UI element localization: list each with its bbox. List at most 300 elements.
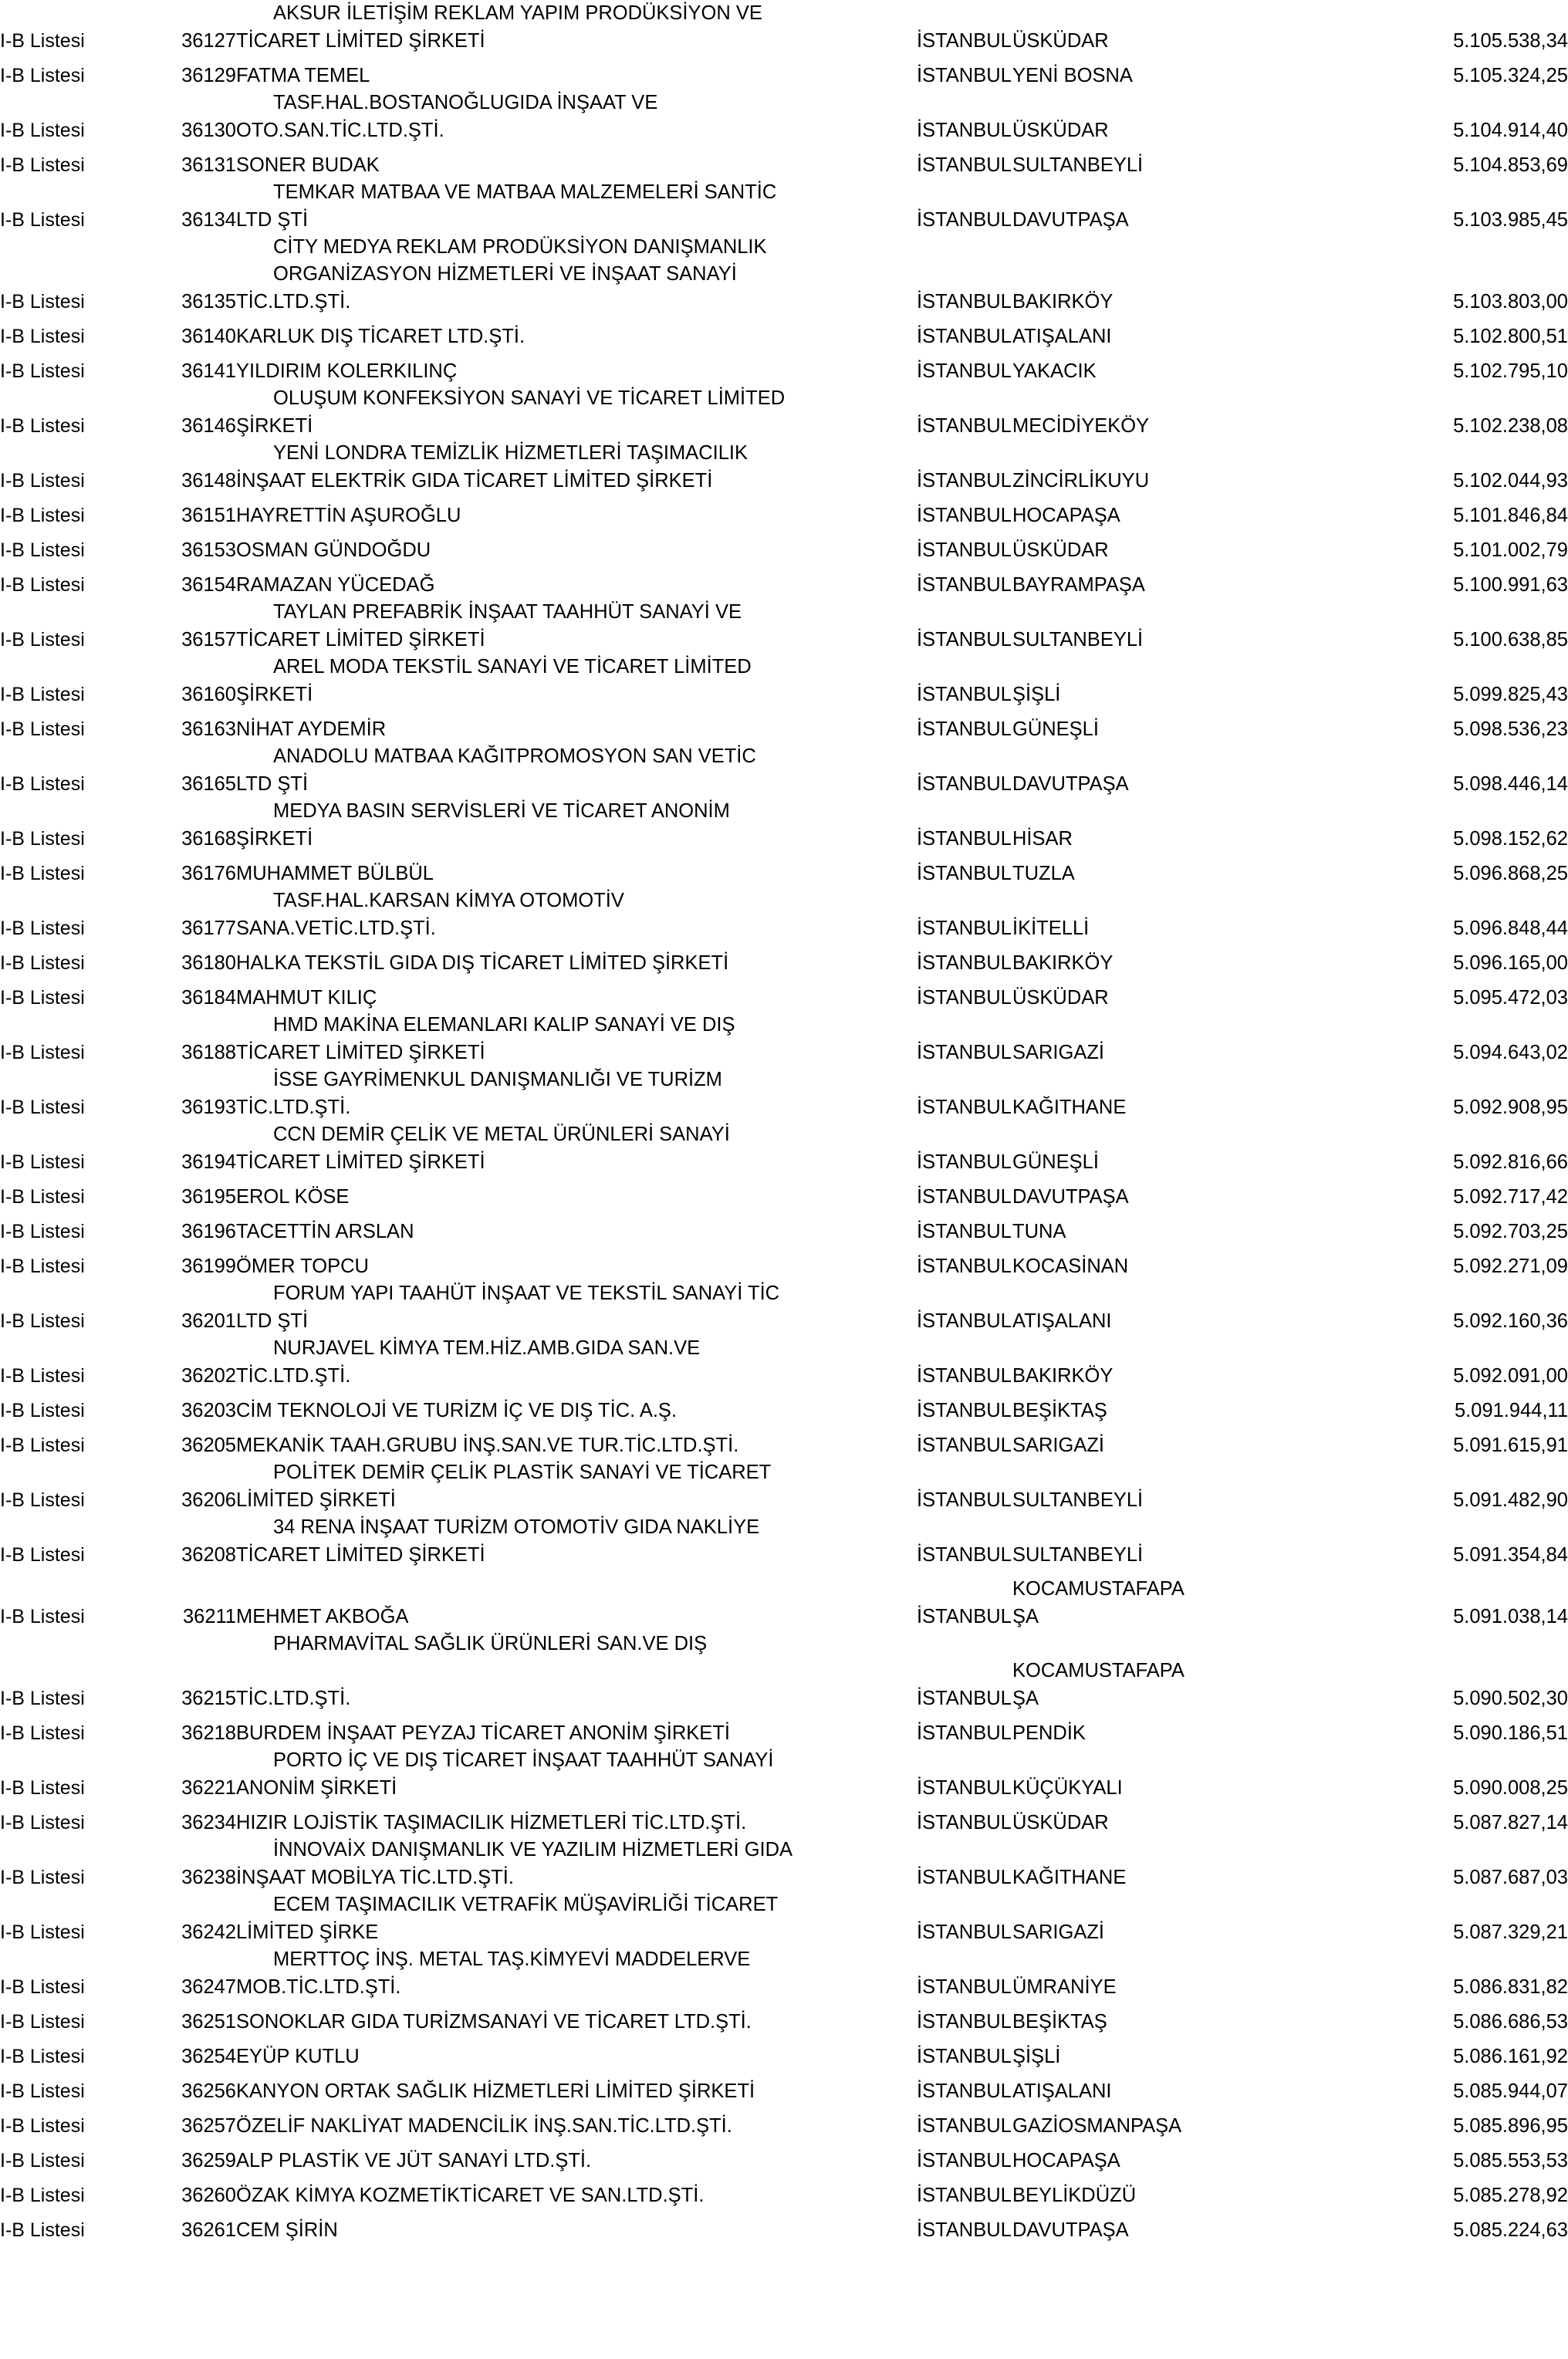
- table-row: [0, 2216, 1568, 2244]
- row-spacer-cell: [0, 1802, 1568, 1809]
- district-spacer: [1012, 90, 1261, 117]
- district-wrap: KOCAMUSTAFAPA: [1012, 1660, 1184, 1681]
- company-name: TİC.LTD.ŞTİ.: [236, 1097, 351, 1118]
- city-spacer: [917, 887, 1012, 914]
- debt-amount: 5.098.536,23: [1453, 718, 1568, 740]
- list-type: I-B Listesi: [0, 574, 85, 596]
- debt-amount: 5.103.803,00: [1453, 291, 1568, 313]
- debt-amount: 5.102.795,10: [1453, 360, 1568, 382]
- record-id: 36202: [181, 1365, 236, 1387]
- company-name: MAHMUT KILIÇ: [236, 987, 377, 1009]
- district: PENDİK: [1012, 1722, 1086, 1744]
- list-type: I-B Listesi: [0, 30, 85, 52]
- table-row: [0, 626, 1568, 654]
- list-type: I-B Listesi: [0, 1097, 85, 1118]
- id-spacer: [144, 440, 236, 467]
- table-row-district-continuation: [0, 1576, 1568, 1603]
- list-type: I-B Listesi: [0, 470, 85, 492]
- district: SULTANBEYLİ: [1012, 1489, 1144, 1511]
- district-spacer: [1012, 1891, 1261, 1918]
- company-name: ALP PLASTİK VE JÜT SANAYİ LTD.ŞTİ.: [236, 2150, 592, 2171]
- debt-amount: 5.085.553,53: [1453, 2150, 1568, 2171]
- city: İSTANBUL: [917, 1435, 1012, 1456]
- district: ŞİŞLİ: [1012, 2046, 1061, 2067]
- company-name-wrap: NURJAVEL KİMYA TEM.HİZ.AMB.GIDA SAN.VE: [273, 1337, 701, 1359]
- city-spacer: [917, 234, 1012, 261]
- table-row-name-continuation: [0, 599, 1568, 626]
- debt-amount: 5.087.687,03: [1453, 1867, 1568, 1888]
- table-row: [0, 412, 1568, 440]
- district-spacer: [1012, 440, 1261, 467]
- city: İSTANBUL: [917, 1365, 1012, 1387]
- debt-amount: 5.091.038,14: [1453, 1606, 1568, 1627]
- table-row: [0, 1541, 1568, 1569]
- list-type: I-B Listesi: [0, 1400, 85, 1421]
- id-spacer: [144, 0, 236, 27]
- table-row: [0, 288, 1568, 316]
- debt-amount: 5.102.238,08: [1453, 415, 1568, 437]
- company-name: TİCARET LİMİTED ŞİRKETİ: [236, 30, 485, 52]
- list-type-spacer: [0, 1121, 144, 1148]
- company-name: TİCARET LİMİTED ŞİRKETİ: [236, 1042, 485, 1063]
- city-spacer: [917, 90, 1012, 117]
- company-name: MOB.TİC.LTD.ŞTİ.: [236, 1976, 401, 1998]
- table-row-name-continuation: [0, 440, 1568, 467]
- list-type: I-B Listesi: [0, 1921, 85, 1943]
- list-type: I-B Listesi: [0, 360, 85, 382]
- company-name: SONER BUDAK: [236, 154, 380, 176]
- district-spacer: [1012, 1946, 1261, 1973]
- city: İSTANBUL: [917, 718, 1012, 740]
- id-spacer: [144, 179, 236, 206]
- city-spacer: [917, 1891, 1012, 1918]
- company-name: ÖZAK KİMYA KOZMETİKTİCARET VE SAN.LTD.ŞTİ.: [236, 2185, 705, 2206]
- company-name-wrap: ECEM TAŞIMACILIK VETRAFİK MÜŞAVİRLİĞİ TİCARET: [273, 1894, 779, 1915]
- table-row: [0, 770, 1568, 798]
- debt-amount: 5.092.160,36: [1453, 1310, 1568, 1332]
- record-id: 36157: [181, 629, 236, 651]
- row-spacer-cell: [0, 1176, 1568, 1183]
- table-row: [0, 571, 1568, 599]
- company-name: ÖZELİF NAKLİYAT MADENCİLİK İNŞ.SAN.TİC.LTD.ŞTİ.: [236, 2115, 732, 2137]
- district: HOCAPAŞA: [1012, 2150, 1120, 2171]
- row-spacer-cell: [0, 942, 1568, 949]
- list-type: I-B Listesi: [0, 918, 85, 939]
- row-spacer: [0, 1712, 1568, 1719]
- company-name: MUHAMMET BÜLBÜL: [236, 863, 434, 884]
- debt-amount: 5.105.324,25: [1453, 65, 1568, 86]
- record-id: 36257: [181, 2115, 236, 2137]
- company-name: TİCARET LİMİTED ŞİRKETİ: [236, 1151, 485, 1173]
- table-row: [0, 1809, 1568, 1837]
- company-name: MEHMET AKBOĞA: [236, 1606, 409, 1627]
- district: SULTANBEYLİ: [1012, 1544, 1144, 1566]
- row-spacer-cell: [0, 2001, 1568, 2008]
- row-spacer-cell: [0, 2070, 1568, 2077]
- record-id: 36148: [181, 470, 236, 492]
- city-spacer: [917, 385, 1012, 412]
- city: İSTANBUL: [917, 360, 1012, 382]
- city: İSTANBUL: [917, 1976, 1012, 1998]
- district: ÜSKÜDAR: [1012, 30, 1109, 52]
- list-type-spacer: [0, 0, 144, 27]
- district: SULTANBEYLİ: [1012, 629, 1144, 651]
- debt-amount: 5.102.044,93: [1453, 470, 1568, 492]
- company-name: LİMİTED ŞİRKE: [236, 1921, 379, 1943]
- table-row-name-continuation: [0, 234, 1568, 261]
- row-spacer-cell: [0, 495, 1568, 502]
- table-row-name-continuation: [0, 1335, 1568, 1362]
- city-spacer: [917, 1837, 1012, 1864]
- company-name: LİMİTED ŞİRKETİ: [236, 1489, 396, 1511]
- list-type: I-B Listesi: [0, 1365, 85, 1387]
- list-type: I-B Listesi: [0, 2185, 85, 2206]
- list-type: I-B Listesi: [0, 120, 85, 141]
- company-name: CEM ŞİRİN: [236, 2219, 338, 2241]
- city: İSTANBUL: [917, 828, 1012, 850]
- city-spacer: [917, 1658, 1012, 1685]
- debt-amount: 5.100.638,85: [1453, 629, 1568, 651]
- company-name: TİC.LTD.ŞTİ.: [236, 1688, 351, 1709]
- amount-spacer: [1261, 1747, 1568, 1774]
- district: BAKIRKÖY: [1012, 1365, 1113, 1387]
- district-spacer: [1012, 1514, 1261, 1541]
- debt-amount: 5.091.615,91: [1453, 1435, 1568, 1456]
- row-spacer: [0, 2036, 1568, 2043]
- company-name-wrap: AKSUR İLETİŞİM REKLAM YAPIM PRODÜKSİYON VE: [273, 2, 762, 24]
- amount-spacer: [1261, 1012, 1568, 1039]
- district-spacer: [1012, 599, 1261, 626]
- id-spacer: [144, 654, 236, 681]
- company-name: OSMAN GÜNDOĞDU: [236, 539, 431, 561]
- row-spacer-cell: [0, 1425, 1568, 1431]
- list-type: I-B Listesi: [0, 1777, 85, 1799]
- city-spacer: [917, 1280, 1012, 1307]
- amount-spacer: [1261, 179, 1568, 206]
- record-id: 36193: [181, 1097, 236, 1118]
- company-name: HAYRETTİN AŞUROĞLU: [236, 505, 461, 526]
- city-spacer: [917, 743, 1012, 770]
- record-id: 36140: [181, 326, 236, 347]
- list-type: I-B Listesi: [0, 952, 85, 974]
- row-spacer: [0, 529, 1568, 536]
- district: TUZLA: [1012, 863, 1075, 884]
- company-name: İNŞAAT ELEKTRİK GIDA TİCARET LİMİTED ŞİRKETİ: [236, 470, 713, 492]
- list-type: I-B Listesi: [0, 863, 85, 884]
- city: İSTANBUL: [917, 2046, 1012, 2067]
- debt-amount: 5.103.985,45: [1453, 209, 1568, 231]
- company-name: SANA.VETİC.LTD.ŞTİ.: [236, 918, 436, 939]
- table-row: [0, 27, 1568, 55]
- id-spacer: [144, 599, 236, 626]
- debt-amount: 5.099.825,43: [1453, 684, 1568, 705]
- company-name-wrap: MERTTOÇ İNŞ. METAL TAŞ.KİMYEVİ MADDELERVE: [273, 1948, 751, 1970]
- record-id: 36195: [181, 1186, 236, 1208]
- district: BEŞİKTAŞ: [1012, 1400, 1107, 1421]
- amount-spacer: [1261, 1066, 1568, 1093]
- record-id: 36260: [181, 2185, 236, 2206]
- district: KAĞITHANE: [1012, 1867, 1127, 1888]
- debt-amount: 5.092.717,42: [1453, 1186, 1568, 1208]
- row-spacer: [0, 564, 1568, 571]
- row-spacer: [0, 2175, 1568, 2182]
- company-name: TACETTİN ARSLAN: [236, 1221, 414, 1242]
- district: ÜMRANİYE: [1012, 1976, 1117, 1998]
- table-row: [0, 1973, 1568, 2001]
- table-row-name-continuation: [0, 887, 1568, 914]
- record-id: 36201: [181, 1310, 236, 1332]
- district: ŞA: [1012, 1606, 1039, 1627]
- city: İSTANBUL: [917, 291, 1012, 313]
- city: İSTANBUL: [917, 30, 1012, 52]
- record-id: 36251: [181, 2011, 236, 2033]
- city-spacer: [917, 0, 1012, 27]
- amount-spacer: [1261, 1459, 1568, 1486]
- row-spacer: [0, 2209, 1568, 2216]
- row-spacer-cell: [0, 1569, 1568, 1576]
- record-id: 36153: [181, 539, 236, 561]
- record-id: 36130: [181, 120, 236, 141]
- amount-spacer: [1261, 1121, 1568, 1148]
- list-type: I-B Listesi: [0, 1435, 85, 1456]
- table-row: [0, 825, 1568, 853]
- row-spacer: [0, 1176, 1568, 1183]
- list-type-spacer: [0, 1280, 144, 1307]
- city: İSTANBUL: [917, 773, 1012, 795]
- table-row-name-continuation: [0, 1891, 1568, 1918]
- company-name: TİC.LTD.ŞTİ.: [236, 1365, 351, 1387]
- table-row: [0, 1774, 1568, 1802]
- id-spacer: [144, 1066, 236, 1093]
- district-spacer: [1012, 1335, 1261, 1362]
- list-type-spacer: [0, 887, 144, 914]
- city: İSTANBUL: [917, 1489, 1012, 1511]
- city: İSTANBUL: [917, 1042, 1012, 1063]
- city-spacer: [917, 261, 1012, 288]
- list-type-spacer: [0, 1631, 144, 1658]
- row-spacer-cell: [0, 316, 1568, 323]
- table-row: [0, 467, 1568, 495]
- table-row: [0, 1603, 1568, 1631]
- debt-amount: 5.085.224,63: [1453, 2219, 1568, 2241]
- city: İSTANBUL: [917, 1688, 1012, 1709]
- table-row: [0, 206, 1568, 234]
- amount-spacer: [1261, 1514, 1568, 1541]
- company-name-wrap: ANADOLU MATBAA KAĞITPROMOSYON SAN VETİC: [273, 745, 756, 767]
- company-name: ÖMER TOPCU: [236, 1256, 369, 1277]
- district: KÜÇÜKYALI: [1012, 1777, 1123, 1799]
- id-spacer: [144, 1121, 236, 1148]
- table-row: [0, 323, 1568, 350]
- debt-amount: 5.092.271,09: [1453, 1256, 1568, 1277]
- district-spacer: [1012, 179, 1261, 206]
- record-id: 36218: [181, 1722, 236, 1744]
- district: ŞA: [1012, 1688, 1039, 1709]
- debt-amount: 5.086.686,53: [1453, 2011, 1568, 2033]
- row-spacer: [0, 853, 1568, 860]
- company-name: TİC.LTD.ŞTİ.: [236, 291, 351, 313]
- debt-amount: 5.095.472,03: [1453, 987, 1568, 1009]
- debt-amount: 5.085.278,92: [1453, 2185, 1568, 2206]
- city: İSTANBUL: [917, 505, 1012, 526]
- table-row: [0, 357, 1568, 385]
- id-spacer: [144, 1459, 236, 1486]
- company-name-wrap: OLUŞUM KONFEKSİYON SANAYİ VE TİCARET LİMİTED: [273, 387, 786, 409]
- list-type: I-B Listesi: [0, 2115, 85, 2137]
- record-id: 36177: [181, 918, 236, 939]
- district-spacer: [1012, 1837, 1261, 1864]
- id-spacer: [144, 1658, 236, 1685]
- table-row-name-continuation: [0, 1631, 1568, 1658]
- list-type: I-B Listesi: [0, 828, 85, 850]
- company-name-wrap: TASF.HAL.KARSAN KİMYA OTOMOTİV: [273, 890, 624, 911]
- debt-amount: 5.085.896,95: [1453, 2115, 1568, 2137]
- table-row: [0, 1918, 1568, 1946]
- district: SARIGAZİ: [1012, 1435, 1105, 1456]
- table-row: [0, 117, 1568, 144]
- city-spacer: [917, 599, 1012, 626]
- city: İSTANBUL: [917, 574, 1012, 596]
- company-name-wrap: CİTY MEDYA REKLAM PRODÜKSİYON DANIŞMANLIK: [273, 236, 767, 258]
- row-spacer-cell: [0, 1712, 1568, 1719]
- district-spacer: [1012, 0, 1261, 27]
- city: İSTANBUL: [917, 1921, 1012, 1943]
- record-id: 36154: [181, 574, 236, 596]
- table-row: [0, 2077, 1568, 2105]
- district: DAVUTPAŞA: [1012, 773, 1129, 795]
- row-spacer-cell: [0, 708, 1568, 715]
- list-type-spacer: [0, 1576, 144, 1603]
- company-name-wrap: AREL MODA TEKSTİL SANAYİ VE TİCARET LİMİTED: [273, 656, 752, 678]
- debt-amount: 5.092.816,66: [1453, 1151, 1568, 1173]
- district-wrap: KOCAMUSTAFAPA: [1012, 1578, 1184, 1600]
- debt-amount: 5.086.161,92: [1453, 2046, 1568, 2067]
- row-spacer-cell: [0, 144, 1568, 151]
- record-id: 36129: [181, 65, 236, 86]
- debt-amount: 5.090.502,30: [1453, 1688, 1568, 1709]
- list-type: I-B Listesi: [0, 65, 85, 86]
- record-id: 36247: [181, 1976, 236, 1998]
- table-row: [0, 914, 1568, 942]
- company-name: TİCARET LİMİTED ŞİRKETİ: [236, 629, 485, 651]
- district: YENİ BOSNA: [1012, 65, 1133, 86]
- city: İSTANBUL: [917, 629, 1012, 651]
- city: İSTANBUL: [917, 1812, 1012, 1833]
- list-type-spacer: [0, 1891, 144, 1918]
- id-spacer: [144, 1012, 236, 1039]
- row-spacer: [0, 2001, 1568, 2008]
- city-spacer: [917, 1514, 1012, 1541]
- list-type: I-B Listesi: [0, 2046, 85, 2067]
- record-id: 36141: [181, 360, 236, 382]
- amount-spacer: [1261, 90, 1568, 117]
- table-row-name-continuation: [0, 1459, 1568, 1486]
- debt-amount: 5.091.482,90: [1453, 1489, 1568, 1511]
- debt-amount: 5.102.800,51: [1453, 326, 1568, 347]
- debt-amount: 5.091.354,84: [1453, 1544, 1568, 1566]
- row-spacer-cell: [0, 2175, 1568, 2182]
- district: ATIŞALANI: [1012, 2080, 1112, 2102]
- city: İSTANBUL: [917, 154, 1012, 176]
- list-type: I-B Listesi: [0, 1722, 85, 1744]
- district: ZİNCİRLİKUYU: [1012, 470, 1150, 492]
- company-name: ANONİM ŞİRKETİ: [236, 1777, 397, 1799]
- record-id: 36135: [181, 291, 236, 313]
- id-spacer: [144, 1335, 236, 1362]
- city: İSTANBUL: [917, 1256, 1012, 1277]
- district: BAYRAMPAŞA: [1012, 574, 1145, 596]
- debt-amount: 5.096.868,25: [1453, 863, 1568, 884]
- company-name-wrap-2: ORGANİZASYON HİZMETLERİ VE İNŞAAT SANAYİ: [273, 263, 737, 285]
- table-row: [0, 1719, 1568, 1747]
- row-spacer-cell: [0, 2140, 1568, 2147]
- city: İSTANBUL: [917, 539, 1012, 561]
- company-name: ŞİRKETİ: [236, 684, 313, 705]
- debt-amount: 5.090.008,25: [1453, 1777, 1568, 1799]
- list-type: I-B Listesi: [0, 1042, 85, 1063]
- debt-amount: 5.104.914,40: [1453, 120, 1568, 141]
- row-spacer-cell: [0, 55, 1568, 62]
- district-spacer: [1012, 385, 1261, 412]
- row-spacer-cell: [0, 564, 1568, 571]
- amount-spacer: [1261, 234, 1568, 261]
- company-name-wrap: PHARMAVİTAL SAĞLIK ÜRÜNLERİ SAN.VE DIŞ: [273, 1633, 708, 1654]
- list-type: I-B Listesi: [0, 1812, 85, 1833]
- amount-spacer: [1261, 798, 1568, 825]
- row-spacer-cell: [0, 2036, 1568, 2043]
- list-type: I-B Listesi: [0, 718, 85, 740]
- debt-amount: 5.104.853,69: [1453, 154, 1568, 176]
- district: HİSAR: [1012, 828, 1073, 850]
- record-id: 36196: [181, 1221, 236, 1242]
- city: İSTANBUL: [917, 987, 1012, 1009]
- city: İSTANBUL: [917, 470, 1012, 492]
- district-spacer: [1012, 1459, 1261, 1486]
- amount-spacer: [1261, 1335, 1568, 1362]
- city: İSTANBUL: [917, 1606, 1012, 1627]
- row-spacer-cell: [0, 2105, 1568, 2112]
- amount-spacer: [1261, 743, 1568, 770]
- amount-spacer: [1261, 1837, 1568, 1864]
- id-spacer: [144, 385, 236, 412]
- row-spacer: [0, 316, 1568, 323]
- list-type: I-B Listesi: [0, 505, 85, 526]
- company-name-spacer: [236, 1658, 917, 1685]
- district: SARIGAZİ: [1012, 1042, 1105, 1063]
- company-name-wrap: YENİ LONDRA TEMİZLİK HİZMETLERİ TAŞIMACILIK: [273, 442, 748, 464]
- record-id: 36215: [181, 1688, 236, 1709]
- city-spacer: [917, 1066, 1012, 1093]
- city: İSTANBUL: [917, 863, 1012, 884]
- table-row: [0, 1218, 1568, 1245]
- city: İSTANBUL: [917, 65, 1012, 86]
- table-row: [0, 62, 1568, 90]
- district-spacer: [1012, 1066, 1261, 1093]
- company-name-wrap: İNNOVAİX DANIŞMANLIK VE YAZILIM HİZMETLERİ GIDA: [273, 1839, 793, 1861]
- debt-amount: 5.092.908,95: [1453, 1097, 1568, 1118]
- table-row: [0, 1431, 1568, 1459]
- list-type: I-B Listesi: [0, 415, 85, 437]
- list-type-spacer: [0, 1459, 144, 1486]
- city: İSTANBUL: [917, 2011, 1012, 2033]
- city: İSTANBUL: [917, 684, 1012, 705]
- company-name-wrap: CCN DEMİR ÇELİK VE METAL ÜRÜNLERİ SANAYİ: [273, 1124, 730, 1145]
- list-type-spacer: [0, 234, 144, 261]
- district: ATIŞALANI: [1012, 1310, 1112, 1332]
- city-spacer: [917, 1747, 1012, 1774]
- record-id: 36188: [181, 1042, 236, 1063]
- company-name: EROL KÖSE: [236, 1186, 350, 1208]
